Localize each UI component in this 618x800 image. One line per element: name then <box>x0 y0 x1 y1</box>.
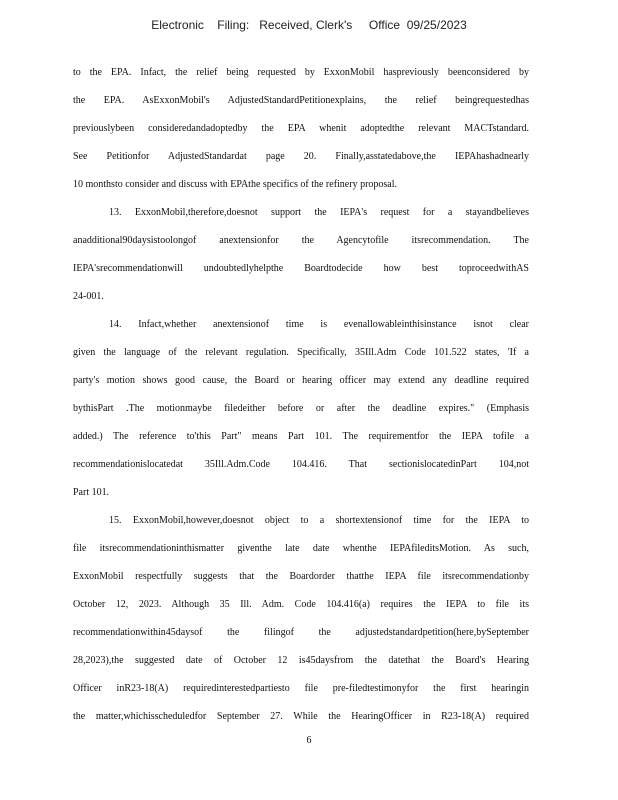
text-line: added.) The reference to'this Part" means Part 101. The requirementfor the IEPA tofile a <box>73 431 529 442</box>
text-line: recommendationislocatedat 35Ill.Adm.Code 104.416. That sectionislocatedinPart 104,not <box>73 459 529 470</box>
text-line: Part 101. <box>73 487 110 498</box>
text-line: Officer inR23-18(A) requiredinterestedpartiesto file pre-filedtestimonyfor the first hearingin <box>73 683 529 694</box>
paragraph-14-first-line: 14. Infact,whether anextensionof time is evenallowableinthisinstance isnot clear <box>109 319 529 330</box>
text-line: IEPA'srecommendationwill undoubtedlyhelpthe Boardtodecide how best toproceedwithAS <box>73 263 529 274</box>
page-number: 6 <box>306 735 312 746</box>
text-line: given the language of the relevant regulation. Specifically, 35Ill.Adm Code 101.522 states, 'If a <box>73 347 529 358</box>
text-line: 28,2023),the suggested date of October 12 is45daysfrom the datethat the Board's Hearing <box>73 655 529 666</box>
text-line: 24-001. <box>73 291 104 302</box>
text-line: October 12, 2023. Although 35 Ill. Adm. Code 104.416(a) requires the IEPA to file its <box>73 599 529 610</box>
text-line: anadditional90daysistoolongof anextensionfor the Agencytofile itsrecommendation. The <box>73 235 529 246</box>
text-line: previouslybeen consideredandadoptedby the EPA whenit adoptedthe relevant MACTstandard. <box>73 123 529 134</box>
filing-header: Electronic Filing: Received, Clerk's Office 09/25/2023 <box>151 18 467 32</box>
text-line: ExxonMobil respectfully suggests that the Boardorder thatthe IEPA file itsrecommendationby <box>73 571 529 582</box>
text-line: the EPA. AsExxonMobil's AdjustedStandardPetitionexplains, the relief beingrequestedhas <box>73 95 529 106</box>
text-line: the matter,whichisscheduledfor September 27. While the HearingOfficer in R23-18(A) required <box>73 711 529 722</box>
text-line: bythisPart .The motionmaybe filedeither before or after the deadline expires." (Emphasis <box>73 403 529 414</box>
paragraph-15-first-line: 15. ExxonMobil,however,doesnot object to a shortextensionof time for the IEPA to <box>109 515 529 526</box>
text-line: file itsrecommendationinthismatter giventhe late date whenthe IEPAfileditsMotion. As such, <box>73 543 529 554</box>
text-line: 10 monthsto consider and discuss with EPAthe specifics of the refinery proposal. <box>73 179 398 190</box>
text-line: to the EPA. Infact, the relief being requested by ExxonMobil haspreviously beenconsidered by <box>73 67 529 78</box>
paragraph-13-first-line: 13. ExxonMobil,therefore,doesnot support the IEPA's request for a stayandbelieves <box>109 207 529 218</box>
text-line: See Petitionfor AdjustedStandardat page 20. Finally,asstatedabove,the IEPAhashadnearly <box>73 151 529 162</box>
text-line: recommendationwithin45daysof the filingof the adjustedstandardpetition(here,bySeptember <box>73 627 529 638</box>
text-line: party's motion shows good cause, the Board or hearing officer may extend any deadline required <box>73 375 529 386</box>
